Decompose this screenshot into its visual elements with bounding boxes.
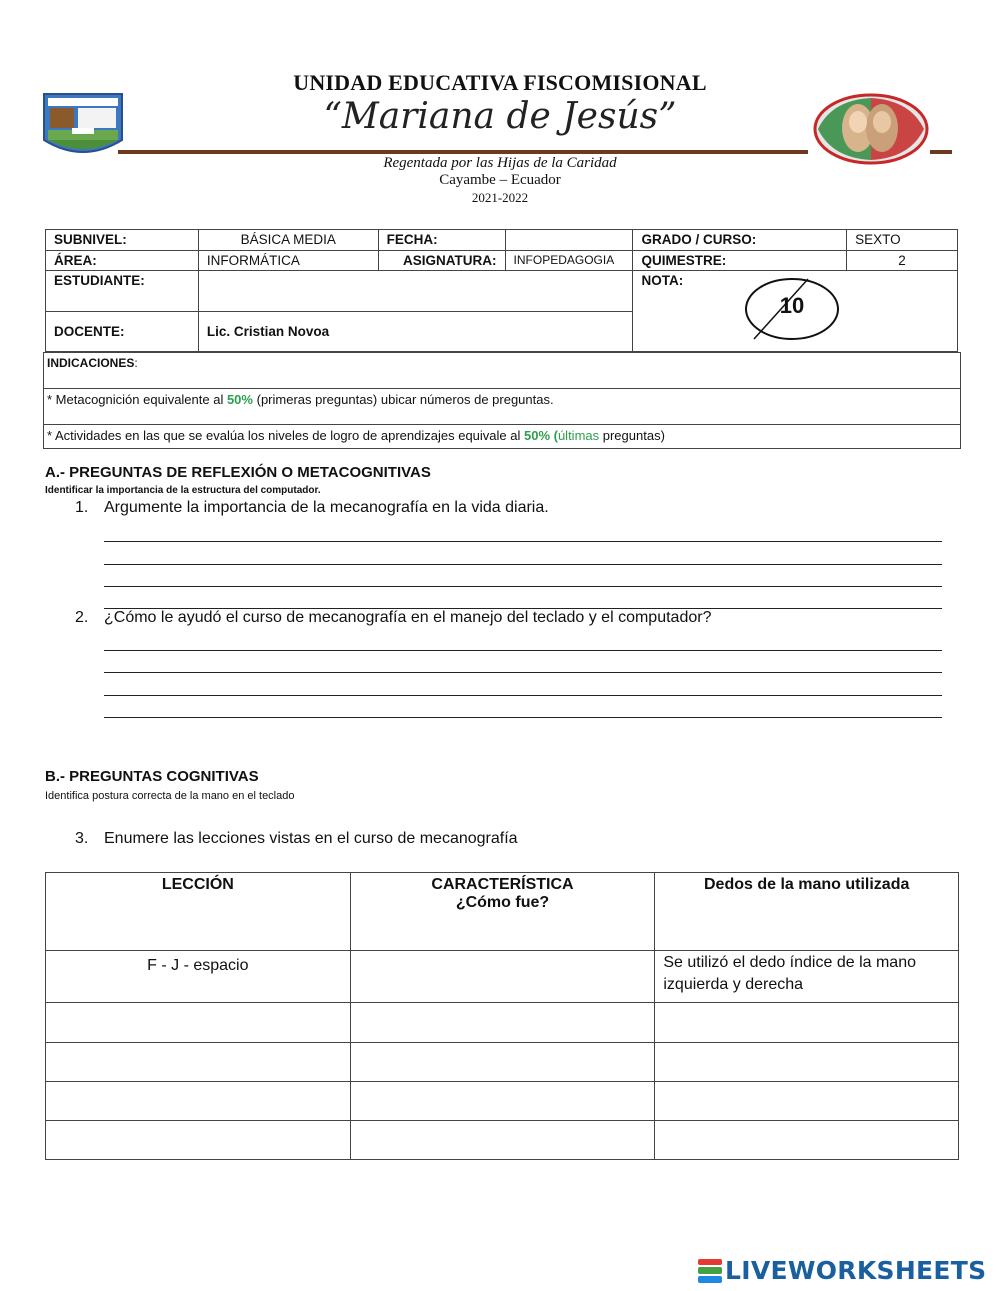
docente-value: Lic. Cristian Novoa <box>198 312 633 352</box>
section-a-subtitle: Identificar la importancia de la estructura del computador. <box>45 485 321 496</box>
governance-line: Regentada por las Hijas de la Caridad <box>383 155 617 171</box>
dedos-cell[interactable] <box>655 1003 959 1043</box>
location-line: Cayambe – Ecuador <box>439 172 561 188</box>
answer-line-1a[interactable] <box>104 541 942 542</box>
section-b-subtitle: Identifica postura correcta de la mano en el teclado <box>45 790 295 802</box>
table-row <box>46 951 959 1003</box>
answer-line-2c[interactable] <box>104 695 942 696</box>
area-label: ÁREA: <box>46 251 199 271</box>
docente-label: DOCENTE: <box>46 312 199 352</box>
table-row <box>46 1043 959 1082</box>
col-header-caracteristica: CARACTERÍSTICA ¿Cómo fue? <box>350 873 655 951</box>
instruction-line-1: * Metacognición equivalente al 50% (primeras preguntas) ubicar números de preguntas. <box>44 389 961 425</box>
grade-value: 10 <box>779 293 805 318</box>
col-header-leccion: LECCIÓN <box>46 873 351 951</box>
leccion-cell[interactable]: F - J - espacio <box>46 951 351 1003</box>
subnivel-label: SUBNIVEL: <box>46 230 199 251</box>
header-divider <box>118 150 808 154</box>
table-row <box>46 1121 959 1160</box>
liveworksheets-icon <box>698 1258 722 1284</box>
instructions-label: INDICACIONES <box>47 356 135 370</box>
quimestre-value: 2 <box>847 251 958 271</box>
answer-line-1b[interactable] <box>104 564 942 565</box>
answer-line-1c[interactable] <box>104 586 942 587</box>
school-name: “Mariana de Jesús” <box>323 96 677 137</box>
dedos-cell[interactable]: Se utilizó el dedo índice de la mano izquierda y derecha <box>655 951 959 1003</box>
area-value: INFORMÁTICA <box>198 251 378 271</box>
answer-line-2d[interactable] <box>104 717 942 718</box>
asignatura-value: INFOPEDAGOGIA <box>505 251 633 271</box>
quimestre-label: QUIMESTRE: <box>633 251 847 271</box>
table-row <box>46 1082 959 1121</box>
liveworksheets-logo[interactable] <box>698 1256 986 1285</box>
estudiante-field[interactable] <box>198 271 633 312</box>
fecha-label: FECHA: <box>378 230 505 251</box>
caracteristica-cell[interactable] <box>350 1082 655 1121</box>
institution-title: UNIDAD EDUCATIVA FISCOMISIONAL <box>293 70 707 95</box>
fecha-field[interactable] <box>505 230 633 251</box>
percent-last: 50% ( <box>523 428 558 443</box>
answer-line-2b[interactable] <box>104 672 942 673</box>
caracteristica-cell[interactable] <box>350 1043 655 1082</box>
section-b-title: B.- PREGUNTAS COGNITIVAS <box>45 768 259 785</box>
caracteristica-cell[interactable] <box>350 1003 655 1043</box>
header-divider-right <box>930 150 952 154</box>
instruction-line-2: * Actividades en las que se evalúa los niveles de logro de aprendizajes equivale al 50% (últimas preguntas) <box>44 425 961 449</box>
grado-value: SEXTO <box>847 230 958 251</box>
leccion-cell[interactable] <box>46 1121 351 1160</box>
instructions-table <box>43 352 961 449</box>
instructions-label-cell: INDICACIONES: <box>44 353 961 389</box>
estudiante-label: ESTUDIANTE: <box>46 271 199 312</box>
school-year: 2021-2022 <box>471 190 529 205</box>
question-1: 1. Argumente la importancia de la mecanografía en la vida diaria. <box>75 499 549 516</box>
dedos-cell[interactable] <box>655 1082 959 1121</box>
nota-label: NOTA: <box>641 273 684 288</box>
grado-label: GRADO / CURSO: <box>633 230 847 251</box>
table-row <box>46 1003 959 1043</box>
subnivel-value: BÁSICA MEDIA <box>198 230 378 251</box>
leccion-cell[interactable] <box>46 1003 351 1043</box>
leccion-cell[interactable] <box>46 1043 351 1082</box>
grade-circle <box>744 277 840 341</box>
caracteristica-cell[interactable] <box>350 951 655 1003</box>
question-3: 3. Enumere las lecciones vistas en el curso de mecanografía <box>75 830 518 847</box>
col-header-dedos: Dedos de la mano utilizada <box>655 873 959 951</box>
lessons-table <box>45 872 959 1160</box>
dedos-cell[interactable] <box>655 1043 959 1082</box>
answer-line-2a[interactable] <box>104 650 942 651</box>
caracteristica-cell[interactable] <box>350 1121 655 1160</box>
percent-first: 50% <box>226 392 253 407</box>
dedos-cell[interactable] <box>655 1121 959 1160</box>
leccion-cell[interactable] <box>46 1082 351 1121</box>
liveworksheets-brand-text: LIVEWORKSHEETS <box>725 1256 987 1285</box>
section-a-title: A.- PREGUNTAS DE REFLEXIÓN O METACOGNITIVAS <box>45 464 431 481</box>
asignatura-label: ASIGNATURA: <box>378 251 505 271</box>
question-2: 2. ¿Cómo le ayudó el curso de mecanografía en el manejo del teclado y el computador? <box>75 609 712 626</box>
